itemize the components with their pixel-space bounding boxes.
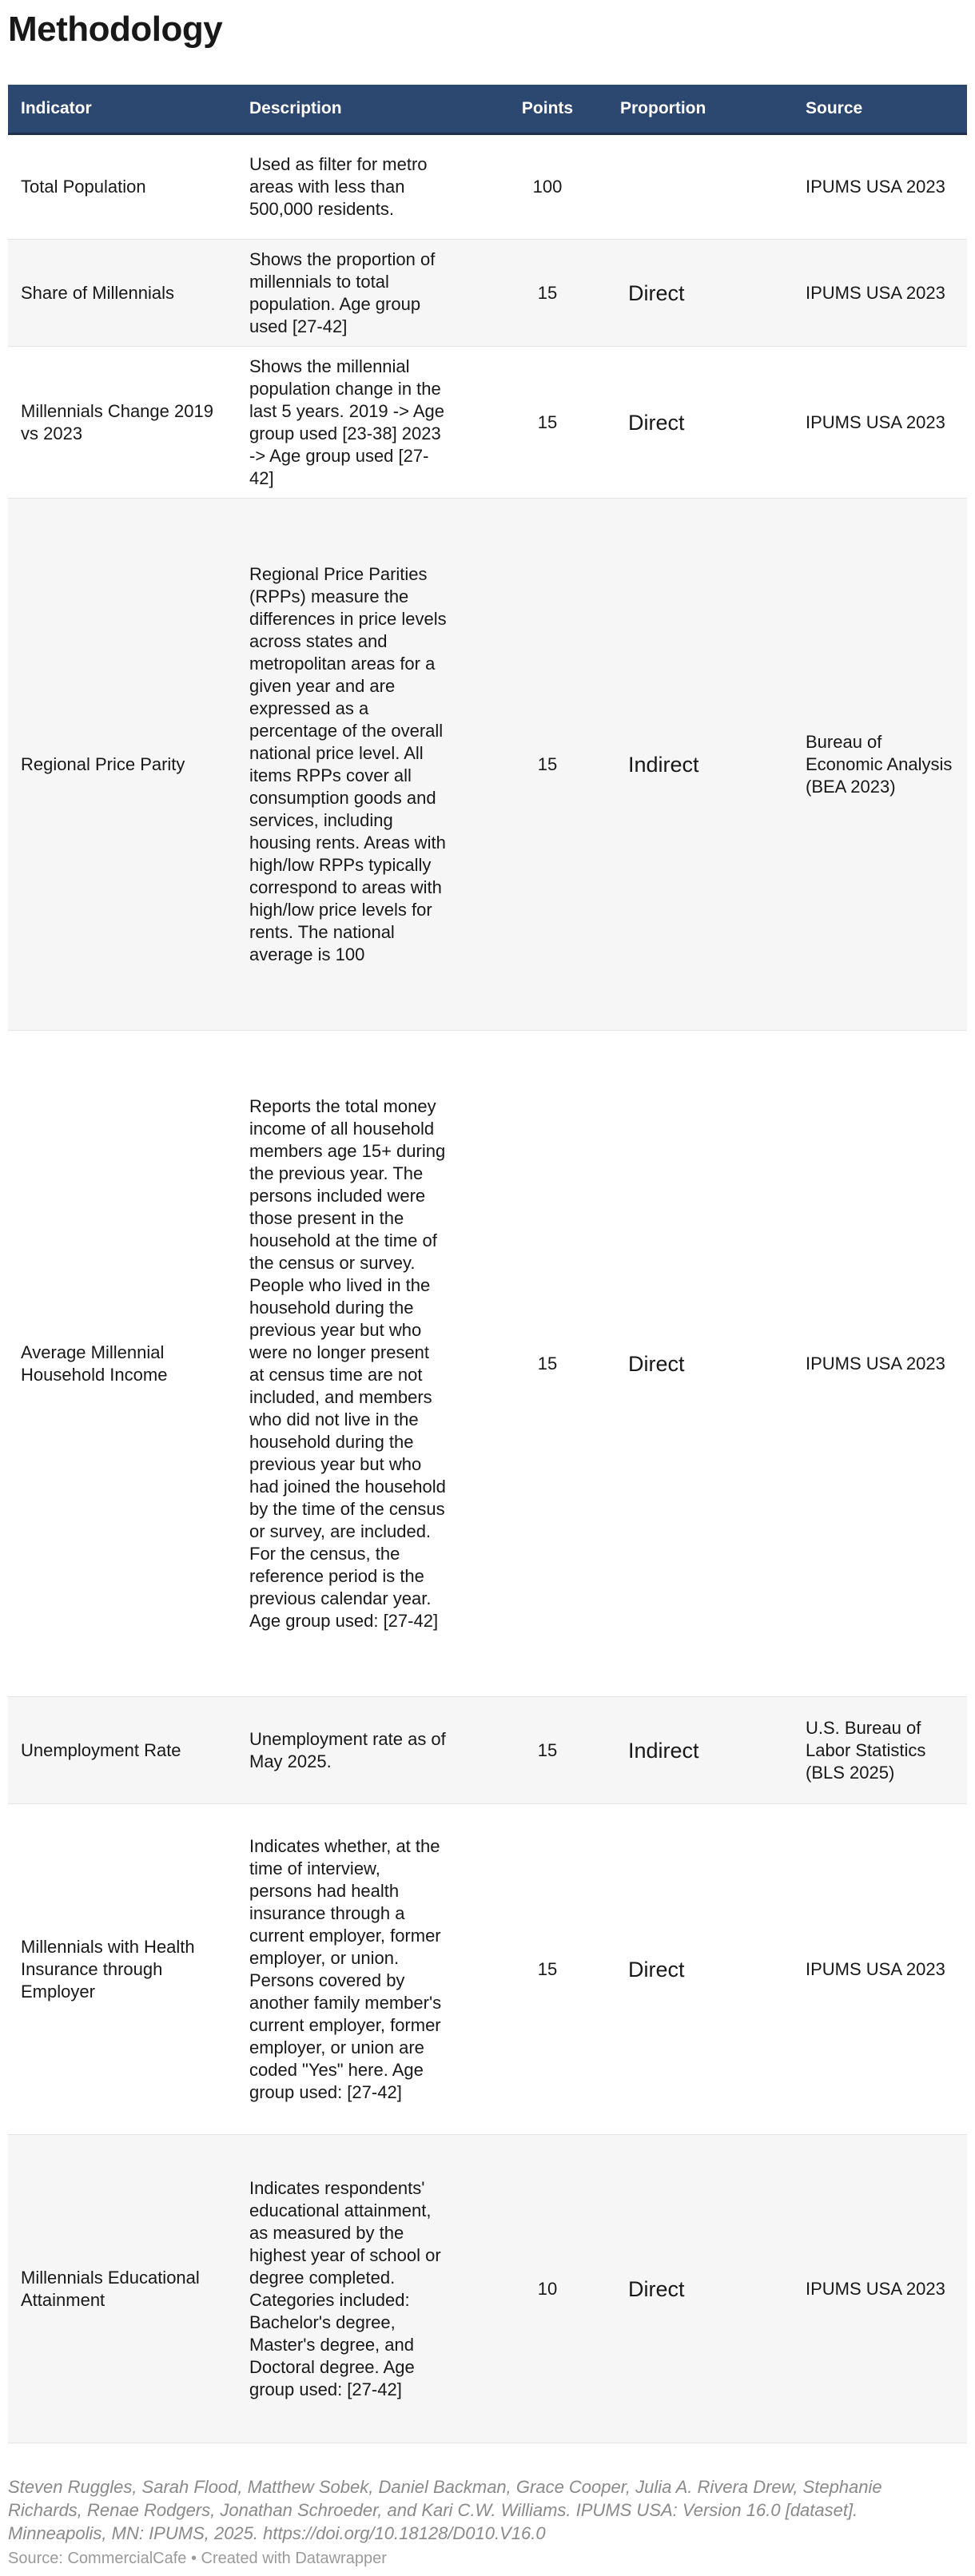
cell-indicator: Share of Millennials — [8, 240, 237, 347]
cell-description: Indicates whether, at the time of interview, persons had health insurance through a current employer, former employer, or union. Persons covered by another family member's current employer, former employer, or union are coded "Yes" here. Age group used: [27-42] — [237, 1804, 488, 2135]
cell-description: Used as filter for metro areas with less than 500,000 residents. — [237, 134, 488, 240]
column-header-source[interactable]: Source — [793, 85, 967, 134]
cell-description: Shows the proportion of millennials to total population. Age group used [27-42] — [237, 240, 488, 347]
cell-indicator: Total Population — [8, 134, 237, 240]
table-header — [8, 85, 967, 134]
cell-proportion: Direct — [607, 1031, 793, 1697]
cell-description: Regional Price Parities (RPPs) measure the differences in price levels across states and metropolitan areas for a given year and are expressed as a percentage of the overall national price level. All items RPPs cover all consumption goods and services, including housing rents. Areas with high/low RPPs typically correspond to areas with high/low price levels for rents. The national average is 100 — [237, 499, 488, 1031]
cell-description: Unemployment rate as of May 2025. — [237, 1697, 488, 1804]
cell-proportion: Direct — [607, 347, 793, 499]
cell-proportion: Indirect — [607, 1697, 793, 1804]
table-row — [8, 499, 967, 1031]
header-row — [8, 85, 967, 134]
cell-indicator: Millennials with Health Insurance through Employer — [8, 1804, 237, 2135]
table-row — [8, 1804, 967, 2135]
cell-source: IPUMS USA 2023 — [793, 134, 967, 240]
cell-proportion: Indirect — [607, 499, 793, 1031]
cell-description: Shows the millennial population change in the last 5 years. 2019 -> Age group used [23-38] 2023 -> Age group used [27-42] — [237, 347, 488, 499]
cell-source: IPUMS USA 2023 — [793, 240, 967, 347]
page-title: Methodology — [8, 10, 223, 49]
cell-points: 10 — [488, 2135, 607, 2443]
cell-points: 100 — [488, 134, 607, 240]
cell-description: Indicates respondents' educational attainment, as measured by the highest year of school or degree completed. Categories included: Bachelor's degree, Master's degree, and Doctoral degree. Age group used: [27-42] — [237, 2135, 488, 2443]
table-row — [8, 347, 967, 499]
table-body — [8, 134, 967, 2443]
cell-indicator: Millennials Change 2019 vs 2023 — [8, 347, 237, 499]
cell-points: 15 — [488, 1031, 607, 1697]
footer-credit: Source: CommercialCafe • Created with Datawrapper — [8, 2550, 387, 2567]
cell-proportion — [607, 134, 793, 240]
table-row — [8, 240, 967, 347]
table-row — [8, 134, 967, 240]
cell-points: 15 — [488, 1804, 607, 2135]
cell-proportion: Direct — [607, 1804, 793, 2135]
column-header-indicator[interactable]: Indicator — [8, 85, 237, 134]
cell-indicator: Regional Price Parity — [8, 499, 237, 1031]
cell-source: IPUMS USA 2023 — [793, 2135, 967, 2443]
cell-points: 15 — [488, 1697, 607, 1804]
table-row — [8, 1697, 967, 1804]
citation-note: Steven Ruggles, Sarah Flood, Matthew Sobek, Daniel Backman, Grace Cooper, Julia A. Rivera Drew, Stephanie Richards, Renae Rodgers, Jonathan Schroeder, and Kari C.W. Williams. IPUMS USA: Version 16.0 [dataset]. Minneapolis, MN: IPUMS, 2025. https://doi.org/10.18128/D010.V16.0 — [8, 2477, 882, 2543]
column-header-points[interactable]: Points — [488, 85, 607, 134]
methodology-table — [8, 85, 967, 2443]
cell-proportion: Direct — [607, 2135, 793, 2443]
cell-source: IPUMS USA 2023 — [793, 347, 967, 499]
cell-source: IPUMS USA 2023 — [793, 1804, 967, 2135]
table-row — [8, 2135, 967, 2443]
cell-indicator: Unemployment Rate — [8, 1697, 237, 1804]
cell-source: U.S. Bureau of Labor Statistics (BLS 2025) — [793, 1697, 967, 1804]
cell-indicator: Millennials Educational Attainment — [8, 2135, 237, 2443]
cell-source: Bureau of Economic Analysis (BEA 2023) — [793, 499, 967, 1031]
column-header-proportion[interactable]: Proportion — [607, 85, 793, 134]
cell-points: 15 — [488, 499, 607, 1031]
cell-points: 15 — [488, 347, 607, 499]
cell-indicator: Average Millennial Household Income — [8, 1031, 237, 1697]
table-row — [8, 1031, 967, 1697]
cell-points: 15 — [488, 240, 607, 347]
cell-description: Reports the total money income of all household members age 15+ during the previous year. The persons included were those present in the household at the time of the census or survey. People who lived in the household during the previous year but who were no longer present at census time are not included, and members who did not live in the household during the previous year but who had joined the household by the time of the census or survey, are included. For the census, the reference period is the previous calendar year. Age group used: [27-42] — [237, 1031, 488, 1697]
column-header-description[interactable]: Description — [237, 85, 488, 134]
cell-proportion: Direct — [607, 240, 793, 347]
cell-source: IPUMS USA 2023 — [793, 1031, 967, 1697]
